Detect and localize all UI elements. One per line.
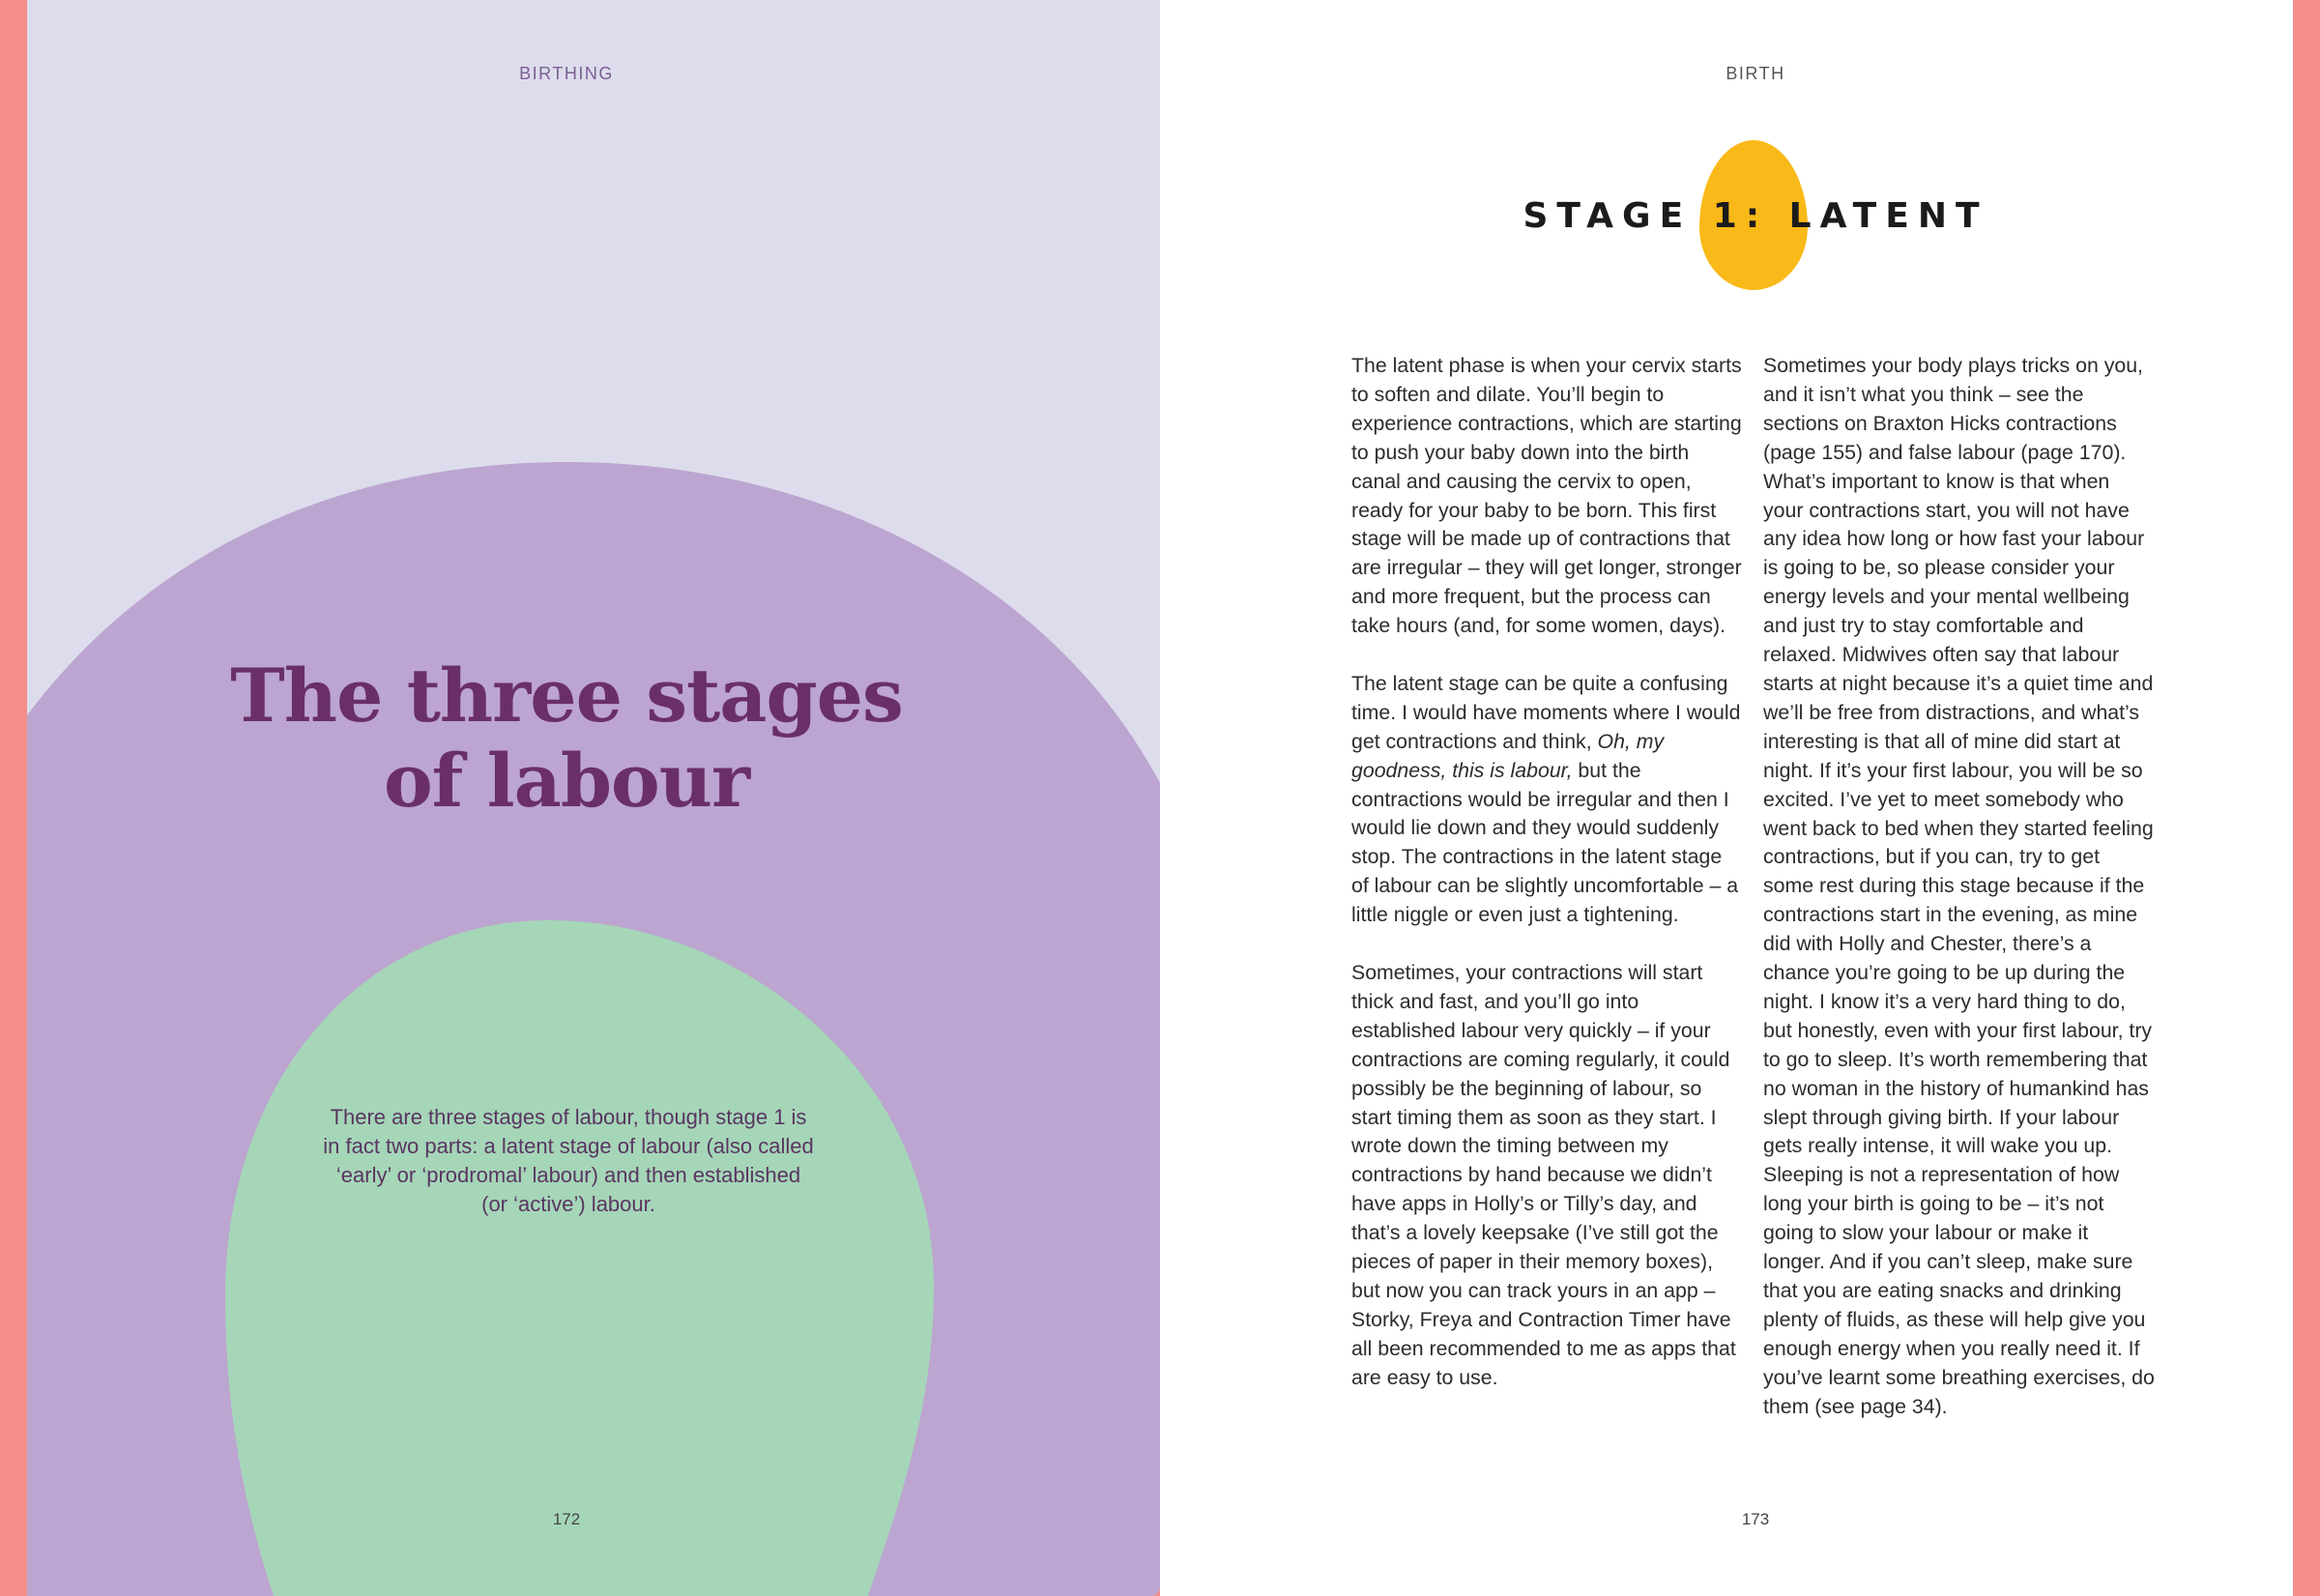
page-title: [27, 653, 1106, 824]
title-line-1: The three stages: [230, 653, 903, 739]
text-column-left: [1351, 352, 1743, 1421]
paragraph-text: but the contractions would be irregular and then I would lie down and they would suddenly stop. The contractions in the latent stage of labour can be slightly uncomfortable – a little niggle or even just a tightening.: [1351, 758, 1739, 927]
running-head-right: BIRTH: [1726, 64, 1785, 83]
title-line-2: of labour: [383, 738, 750, 824]
paragraph: [1351, 670, 1743, 930]
section-heading: STAGE 1: LATENT: [1522, 196, 1988, 236]
left-page: [27, 0, 1160, 1596]
text-column-right: [1763, 352, 2155, 1450]
paragraph: Sometimes, your contractions will start thick and fast, and you’ll go into established labour very quickly – if your contractions are coming regularly, it could possibly be the beginning of labour, so start timing them as soon as they start. I wrote down the timing between my contractions by hand because we didn’t have apps in Holly’s or Tilly’s day, and that’s a lovely keepsake (I’ve still got the pieces of paper in their memory boxes), but now you can track yours in an app – Storky, Freya and Contraction Timer have all been recommended to me as apps that are easy to use.: [1351, 961, 1736, 1389]
running-head-left: BIRTHING: [519, 64, 614, 83]
page-number-right: 173: [1741, 1510, 1770, 1528]
paragraph: The latent phase is when your cervix starts to soften and dilate. You’ll begin to experience contractions, which are starting to push your baby down into the birth canal and causing the cervix to open, ready for your baby to be born. This first stage will be made up of contractions that are irregular – they will get longer, stronger and more frequent, but the process can take hours (and, for some women, days).: [1351, 354, 1742, 638]
page-number-left: 172: [552, 1510, 581, 1528]
right-page: [1160, 0, 2293, 1596]
section-heading-block: [1160, 140, 2293, 295]
paragraph-text: The latent stage can be quite a confusing time. I would have moments where I would get contractions and think,: [1351, 671, 1741, 753]
intro-text: There are three stages of labour, though stage 1 is in fact two parts: a latent stage of labour (also called ‘early’ or ‘prodromal’ labour) and then established (or ‘active’) labour.: [323, 1105, 814, 1216]
paragraph: Sometimes your body plays tricks on you, and it isn’t what you think – see the sections on Braxton Hicks contractions (page 155) and false labour (page 170). What’s important to know is that when your contractions start, you will not have any idea how long or how fast your labour is going to be, so please consider your energy levels and your mental wellbeing and just try to stay comfortable and relaxed. Midwives often say that labour starts at night because it’s a quiet time and we’ll be free from distractions, and what’s interesting is that all of mine did start at night. If it’s your first labour, you will be so excited. I’ve yet to meet somebody who went back to bed when they started feeling contractions, but if you can, try to get some rest during this stage because if the contractions start in the evening, as mine did with Holly and Chester, there’s a chance you’re going to be up during the night. I know it’s a very hard thing to do, but honestly, even with your first labour, try to go to sleep. It’s worth remembering that no woman in the history of humankind has slept through giving birth. If your labour gets really intense, it will wake you up. Sleeping is not a representation of how long your birth is going to be – it’s not going to slow your labour or make it longer. And if you can’t sleep, make sure that you are eating snacks and drinking plenty of fluids, as these will help give you enough energy when you really need it. If you’ve learnt some breathing exercises, do them (see page 34).: [1763, 354, 2155, 1418]
italic-quote: Oh, my goodness, this is labour,: [1351, 729, 1665, 782]
